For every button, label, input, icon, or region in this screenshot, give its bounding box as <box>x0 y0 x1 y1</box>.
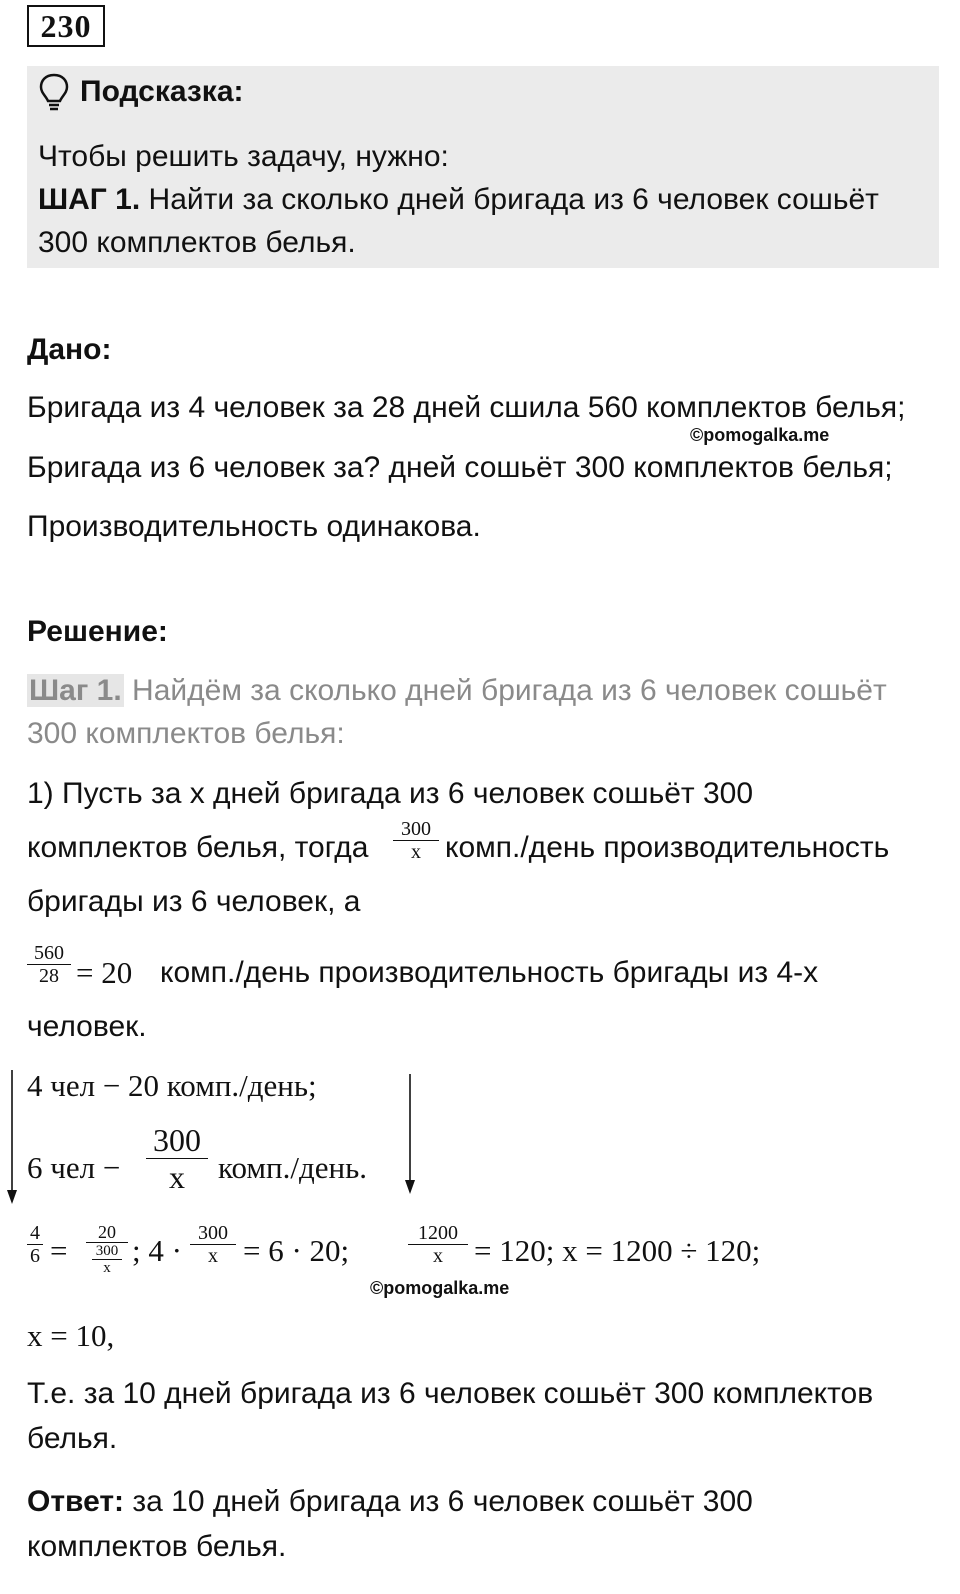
fraction-denominator: 28 <box>39 965 59 987</box>
answer-text: за 10 дней бригада из 6 человек сошьёт 300 <box>132 1485 753 1518</box>
fraction-560-over-28 <box>27 942 71 987</box>
fraction-numerator: 560 <box>34 942 64 964</box>
fraction-denominator: x <box>411 841 421 863</box>
watermark: ©pomogalka.me <box>690 425 830 445</box>
fraction-numerator: 4 <box>30 1222 40 1244</box>
calc-part3: = 120; x = 1200 ÷ 120; <box>474 1233 761 1268</box>
proportion-line2a: 6 чел − <box>27 1150 121 1185</box>
given-line1: Бригада из 4 человек за 28 дней сшила 560 комплектов белья; <box>27 391 906 424</box>
complex-fraction <box>86 1222 128 1276</box>
fraction-numerator: 1200 <box>418 1222 458 1244</box>
fraction-denominator: x <box>169 1159 185 1195</box>
solution-step-label: Шаг 1. <box>29 674 122 707</box>
hint-step-text: Найти за сколько дней бригада из 6 человек сошьёт <box>148 183 879 216</box>
proportion-line2b: комп./день. <box>218 1150 367 1185</box>
fraction-4-over-6 <box>27 1222 43 1267</box>
equals-20: = 20 <box>76 955 133 990</box>
given-line3: Производительность одинакова. <box>27 510 481 543</box>
proportion-line1: 4 чел − 20 комп./день; <box>27 1068 317 1103</box>
fraction-numerator: 300 <box>401 818 431 840</box>
hint-intro: Чтобы решить задачу, нужно: <box>38 140 449 173</box>
fraction-numerator: 300 <box>153 1122 201 1158</box>
given-title: Дано: <box>27 333 112 366</box>
answer-label: Ответ: <box>27 1485 125 1518</box>
fraction-300-over-x-calc <box>190 1222 236 1267</box>
fraction-numerator: 20 <box>98 1222 116 1242</box>
calc-part2: = 6 · 20; <box>243 1233 350 1268</box>
solution-step-line1 <box>27 673 887 709</box>
fraction-300-over-x <box>393 818 439 863</box>
hint-step-line2: 300 комплектов белья. <box>38 226 356 259</box>
task-number: 230 <box>27 5 105 47</box>
lightbulb-icon <box>37 72 71 112</box>
arrow-right-icon <box>400 1072 420 1198</box>
calc-equals: = <box>50 1233 68 1268</box>
para2-text: комп./день производительность бригады из 4-х <box>160 956 819 989</box>
para1-line1: 1) Пусть за x дней бригада из 6 человек сошьёт 300 <box>27 777 754 810</box>
solution-title: Решение: <box>27 615 168 648</box>
para1-line3: бригады из 6 человек, а <box>27 885 361 918</box>
para2-line2: человек. <box>27 1010 147 1043</box>
fraction-denominator: x <box>208 1245 218 1267</box>
para1-line2a: комплектов белья, тогда <box>27 831 369 864</box>
fraction-300-over-x-large <box>146 1122 208 1195</box>
fraction-denominator: x <box>433 1245 443 1267</box>
answer-line2: комплектов белья. <box>27 1530 287 1563</box>
hint-step-label: ШАГ 1. <box>38 183 141 216</box>
watermark: ©pomogalka.me <box>370 1278 510 1298</box>
solution-step-line2: 300 комплектов белья: <box>27 717 345 750</box>
fraction-denominator: x <box>103 1260 111 1276</box>
conclusion-line1: Т.е. за 10 дней бригада из 6 человек сошьёт 300 комплектов <box>27 1377 874 1410</box>
hint-title: Подсказка: <box>80 75 244 108</box>
conclusion-line2: белья. <box>27 1422 118 1455</box>
result-x: x = 10, <box>27 1318 115 1353</box>
given-line2: Бригада из 6 человек за? дней сошьёт 300 комплектов белья; <box>27 451 893 484</box>
calc-part1: ; 4 · <box>132 1233 182 1268</box>
answer-line1 <box>27 1484 753 1520</box>
fraction-denominator: 300 <box>95 1243 119 1259</box>
para1-line2b: комп./день производительность <box>445 831 890 864</box>
fraction-1200-over-x <box>408 1222 468 1267</box>
hint-step-line1 <box>38 182 879 218</box>
fraction-denominator: 6 <box>30 1245 40 1267</box>
fraction-numerator: 300 <box>198 1222 228 1244</box>
arrow-left-icon <box>2 1068 22 1208</box>
solution-step-text: Найдём за сколько дней бригада из 6 человек сошьёт <box>132 674 887 707</box>
